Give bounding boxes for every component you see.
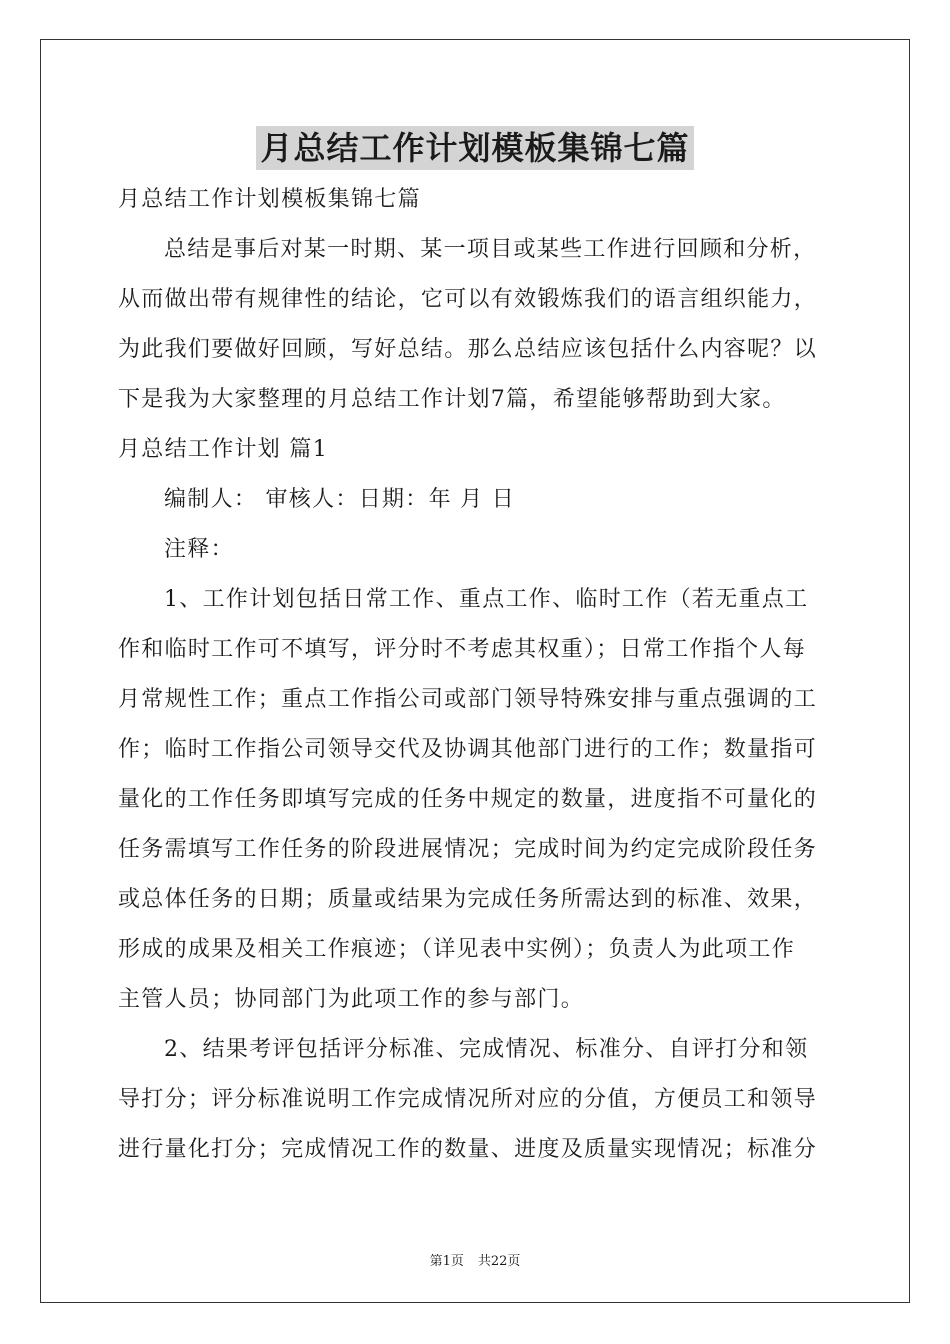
text-line: 总结是事后对某一时期、某一项目或某些工作进行回顾和分析， (164, 237, 817, 262)
text-line: 月总结工作计划 篇1 (118, 437, 328, 462)
document-body (118, 175, 834, 1175)
text-line: 进行量化打分；完成情况工作的数量、进度及质量实现情况；标准分 (118, 1137, 818, 1162)
text-line: 或总体任务的日期；质量或结果为完成任务所需达到的标准、效果， (118, 887, 818, 912)
text-line: 1、工作计划包括日常工作、重点工作、临时工作（若无重点工 (164, 587, 809, 612)
text-line: 为此我们要做好回顾，写好总结。那么总结应该包括什么内容呢？以 (118, 337, 818, 362)
text-line: 下是我为大家整理的月总结工作计划7篇，希望能够帮助到大家。 (118, 387, 786, 412)
document-title: 月总结工作计划模板集锦七篇 (256, 126, 693, 170)
text-line: 形成的成果及相关工作痕迹；（详见表中实例）；负责人为此项工作 (118, 937, 796, 962)
text-line: 月常规性工作；重点工作指公司或部门领导特殊安排与重点强调的工 (118, 687, 818, 712)
text-line: 作和临时工作可不填写，评分时不考虑其权重）；日常工作指个人每 (118, 637, 807, 662)
text-line: 主管人员；协同部门为此项工作的参与部门。 (118, 987, 585, 1012)
text-line: 2、结果考评包括评分标准、完成情况、标准分、自评打分和领 (164, 1037, 809, 1062)
title-container (0, 126, 950, 170)
text-line: 编制人： 审核人：日期：年 月 日 (164, 487, 516, 512)
page-total: 共22页 (477, 1254, 521, 1269)
text-line: 任务需填写工作任务的阶段进展情况；完成时间为约定完成阶段任务 (118, 837, 818, 862)
text-line: 从而做出带有规律性的结论，它可以有效锻炼我们的语言组织能力， (118, 287, 818, 312)
text-line: 导打分；评分标准说明工作完成情况所对应的分值，方便员工和领导 (118, 1087, 818, 1112)
page-number: 第1页 (429, 1254, 464, 1269)
page-footer (0, 1250, 950, 1269)
text-line: 月总结工作计划模板集锦七篇 (118, 187, 421, 212)
text-line: 作；临时工作指公司领导交代及协调其他部门进行的工作；数量指可 (118, 737, 818, 762)
text-line: 注释： (164, 537, 234, 562)
text-line: 量化的工作任务即填写完成的任务中规定的数量，进度指不可量化的 (118, 787, 818, 812)
